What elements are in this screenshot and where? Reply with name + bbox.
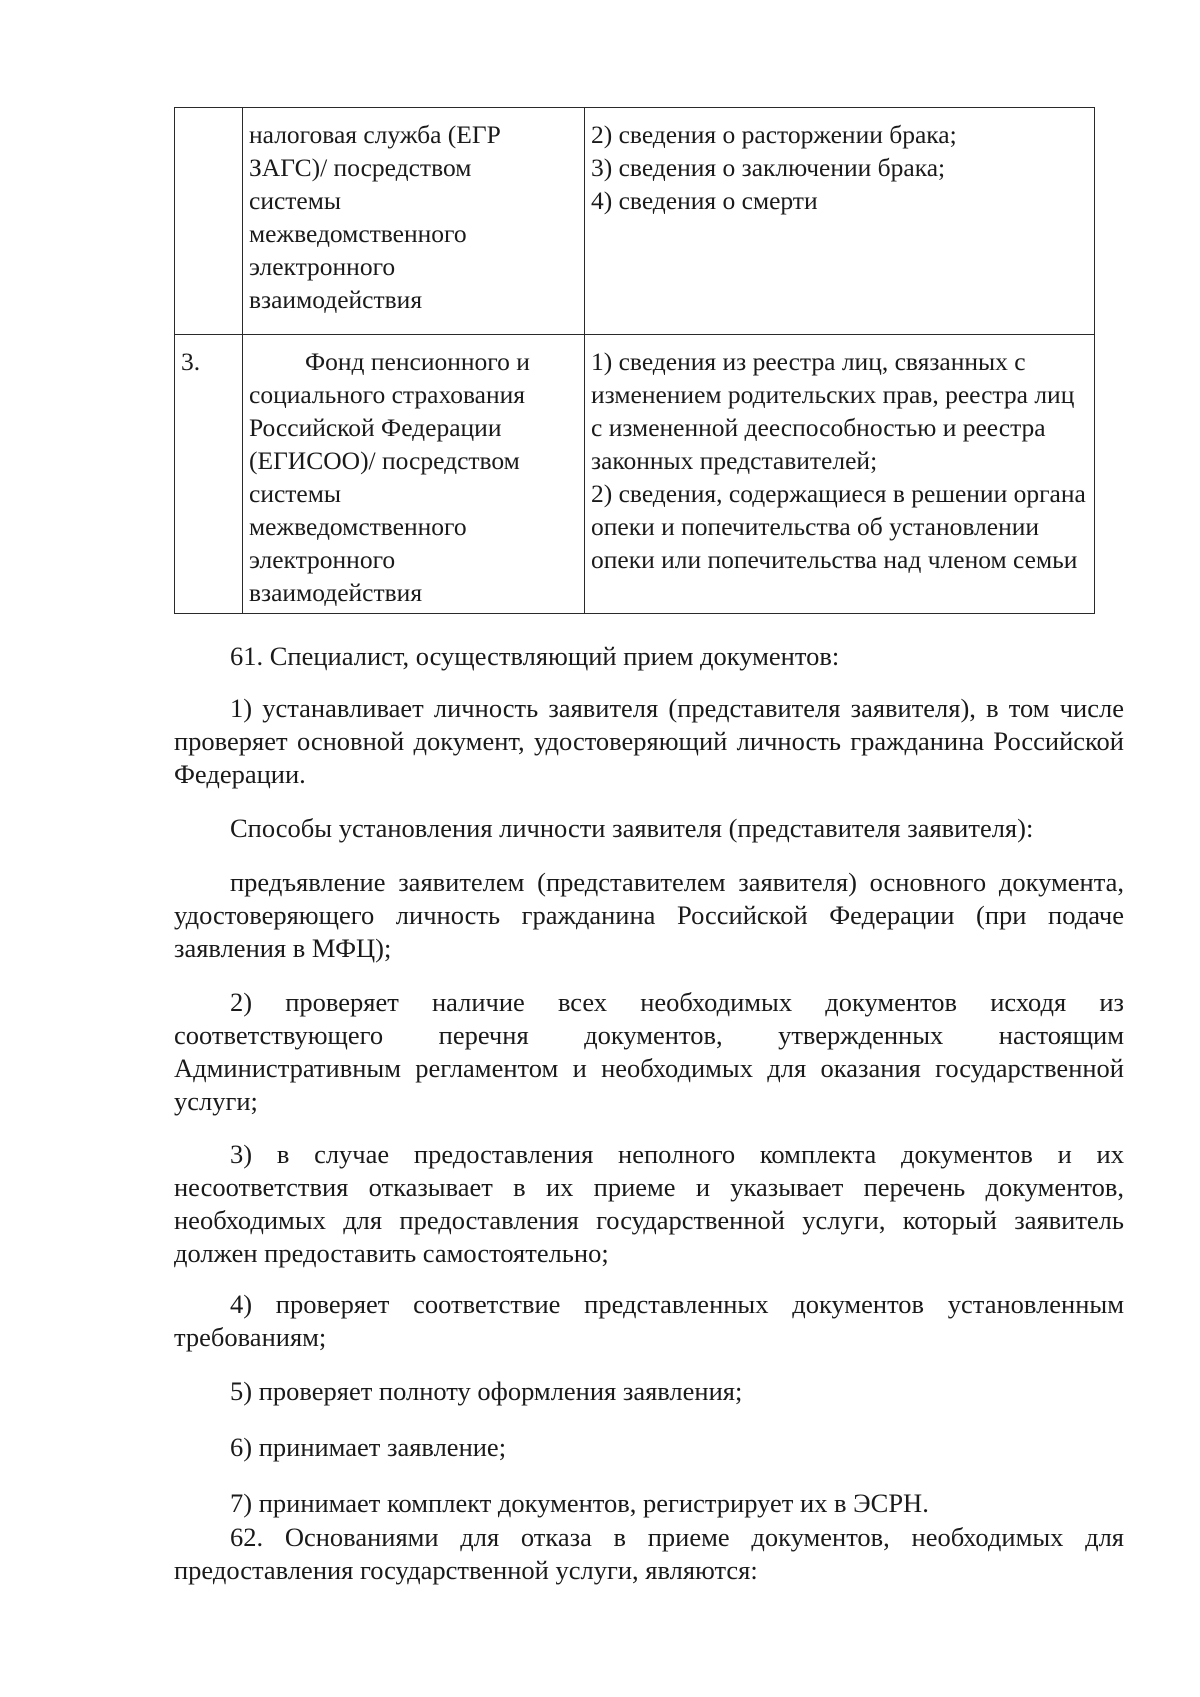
row-number-cell: 3. <box>175 335 243 614</box>
table-row <box>175 108 1095 335</box>
row-number-cell <box>175 108 243 335</box>
paragraph-presentation: предъявление заявителем (представителем заявителя) основного документа, удостоверяющего личность гражданина Российской Федерации (при подаче заявления в МФЦ); <box>174 867 1124 963</box>
agency-cell <box>243 335 585 614</box>
info-item: 1) сведения из реестра лиц, связанных с изменением родительских прав, реестра лиц с измененной дееспособностью и реестра законных представителей; <box>591 347 1075 475</box>
paragraph-item-1: 1) устанавливает личность заявителя (представителя заявителя), в том числе проверяет основной документ, удостоверяющий личность гражданина Российской Федерации. <box>174 693 1124 789</box>
paragraph-61-heading: 61. Специалист, осуществляющий прием документов: <box>230 641 840 671</box>
info-item: 2) сведения, содержащиеся в решении органа опеки и попечительства об установлении опеки или попечительства над членом семьи <box>591 479 1086 574</box>
paragraph-item-3: 3) в случае предоставления неполного комплекта документов и их несоответствия отказывает в их приеме и указывает перечень документов, необходимых для предоставления государственной услуги, который заявитель должен предоставить самостоятельно; <box>174 1139 1124 1268</box>
paragraph-identification-methods: Способы установления личности заявителя (представителя заявителя): <box>230 813 1034 843</box>
info-item: 2) сведения о расторжении брака; <box>591 120 957 149</box>
paragraph-item-5: 5) проверяет полноту оформления заявления; <box>230 1376 743 1406</box>
paragraph-item-6: 6) принимает заявление; <box>230 1432 507 1462</box>
agency-text: налоговая служба (ЕГР ЗАГС)/ посредством системы межведомственного электронного взаимодействия <box>249 120 501 314</box>
agency-cell <box>243 108 585 335</box>
paragraph-item-2: 2) проверяет наличие всех необходимых документов исходя из соответствующего перечня документов, утвержденных настоящим Административным регламентом и необходимых для оказания государственной услуги; <box>174 987 1124 1116</box>
info-item: 4) сведения о смерти <box>591 186 818 215</box>
info-item: 3) сведения о заключении брака; <box>591 153 946 182</box>
paragraph-item-7: 7) принимает комплект документов, регистрирует их в ЭСРН. <box>230 1488 929 1518</box>
info-cell <box>585 335 1095 614</box>
agency-text: Фонд пенсионного и социального страхования Российской Федерации (ЕГИСОО)/ посредством системы межведомственного электронного взаимодействия <box>249 347 530 607</box>
paragraph-item-4: 4) проверяет соответствие представленных документов установленным требованиям; <box>174 1289 1124 1352</box>
paragraph-62: 62. Основаниями для отказа в приеме документов, необходимых для предоставления государственной услуги, являются: <box>174 1522 1124 1585</box>
table-row <box>175 335 1095 614</box>
data-sources-table <box>174 107 1095 614</box>
info-cell <box>585 108 1095 335</box>
